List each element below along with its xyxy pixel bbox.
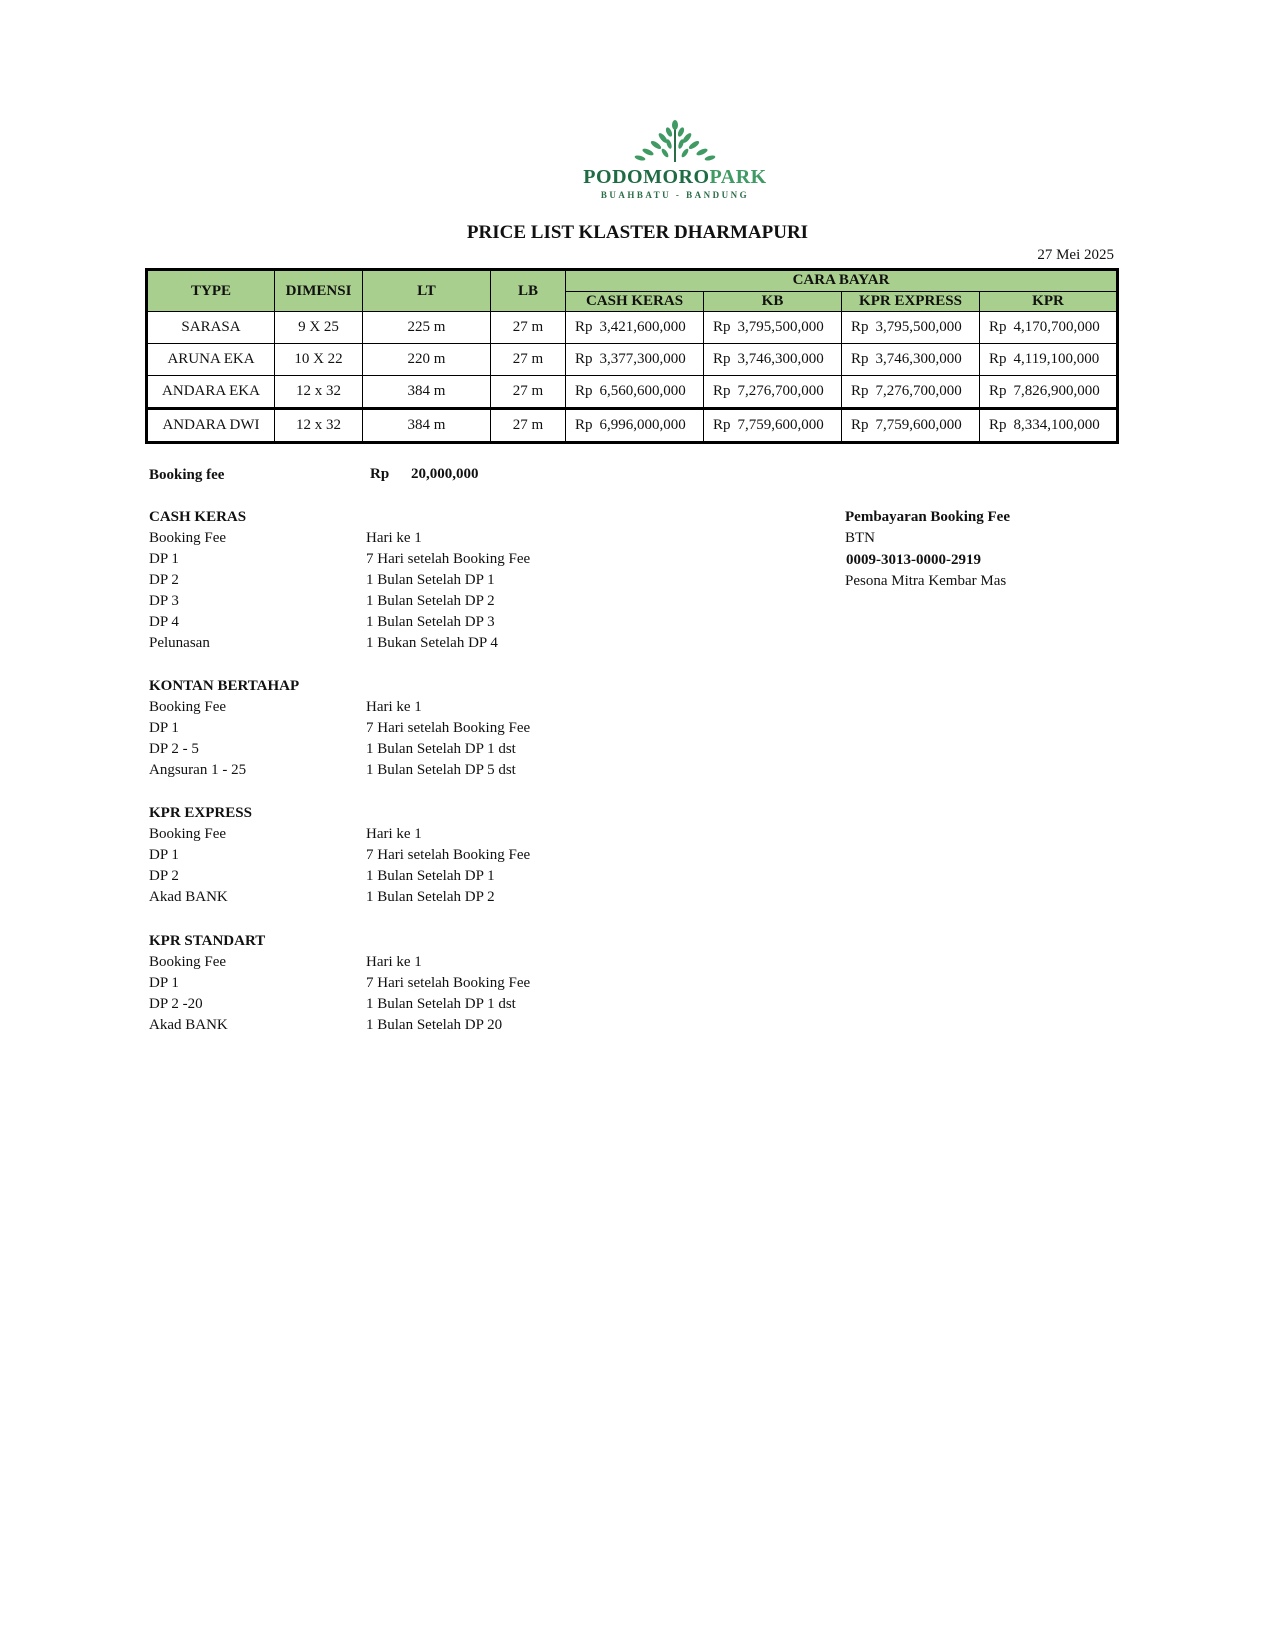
header-dimensi: DIMENSI — [275, 270, 363, 312]
document-title: PRICE LIST KLASTER DHARMAPURI — [466, 222, 809, 243]
logo-brand — [560, 166, 790, 188]
cell-lt: 384 m — [363, 409, 491, 443]
schedule-value: 7 Hari setelah Booking Fee — [366, 551, 531, 567]
currency-label: Rp — [713, 383, 731, 399]
cell-lb: 27 m — [491, 409, 566, 443]
cell-lb: 27 m — [491, 376, 566, 409]
price-value: 3,795,500,000 — [875, 319, 962, 335]
schedule-value: 1 Bulan Setelah DP 3 — [366, 614, 495, 630]
currency-label: Rp — [989, 319, 1007, 335]
booking-fee-amount: 20,000,000 — [411, 466, 479, 482]
header-kb: KB — [704, 291, 842, 312]
cell-cash-keras — [566, 376, 704, 409]
payment-title: Pembayaran Booking Fee — [845, 509, 1010, 525]
currency-label: Rp — [575, 351, 593, 367]
schedule-label: Booking Fee — [149, 954, 227, 970]
currency-label: Rp — [713, 351, 731, 367]
cell-kb — [704, 376, 842, 409]
price-value: 8,334,100,000 — [1013, 417, 1100, 433]
cell-kb — [704, 344, 842, 376]
table-row — [147, 344, 1118, 376]
currency-label: Rp — [713, 319, 731, 335]
schedule-value: 7 Hari setelah Booking Fee — [366, 975, 531, 991]
schedule-label: DP 2 — [149, 572, 179, 588]
cell-type: SARASA — [147, 312, 275, 344]
schedule-value: Hari ke 1 — [366, 826, 422, 842]
cell-kpr — [980, 344, 1118, 376]
price-value: 7,276,700,000 — [737, 383, 824, 399]
cell-type: ARUNA EKA — [147, 344, 275, 376]
table-row — [147, 312, 1118, 344]
currency-label: Rp — [851, 351, 869, 367]
cell-dimensi: 10 X 22 — [275, 344, 363, 376]
schedule-value: Hari ke 1 — [366, 954, 422, 970]
cell-kpr-express — [842, 376, 980, 409]
price-value: 4,119,100,000 — [1013, 351, 1100, 367]
schedule-value: 7 Hari setelah Booking Fee — [366, 847, 531, 863]
header-kpr-express: KPR EXPRESS — [842, 291, 980, 312]
table-row — [147, 409, 1118, 443]
price-value: 3,746,300,000 — [875, 351, 962, 367]
schedule-label: Akad BANK — [149, 889, 228, 905]
cell-kpr-express — [842, 344, 980, 376]
booking-fee-label: Booking fee — [149, 467, 225, 483]
currency-label: Rp — [989, 417, 1007, 433]
section-title-kpr-standart: KPR STANDART — [149, 933, 266, 949]
payment-account-number: 0009-3013-0000-2919 — [846, 552, 981, 568]
header-cash-keras: CASH KERAS — [566, 291, 704, 312]
currency-label: Rp — [989, 351, 1007, 367]
schedule-value: 1 Bulan Setelah DP 5 dst — [366, 762, 516, 778]
cell-lb: 27 m — [491, 344, 566, 376]
cell-kpr-express — [842, 312, 980, 344]
price-value: 3,421,600,000 — [599, 319, 686, 335]
currency-label: Rp — [851, 319, 869, 335]
table-row — [147, 376, 1118, 409]
schedule-value: Hari ke 1 — [366, 699, 422, 715]
cell-lt: 384 m — [363, 376, 491, 409]
cell-kpr-express — [842, 409, 980, 443]
schedule-label: Angsuran 1 - 25 — [149, 762, 247, 778]
currency-label: Rp — [851, 383, 869, 399]
cell-lb: 27 m — [491, 312, 566, 344]
currency-label: Rp — [713, 417, 731, 433]
schedule-value: Hari ke 1 — [366, 530, 422, 546]
price-value: 3,746,300,000 — [737, 351, 824, 367]
price-value: 7,759,600,000 — [737, 417, 824, 433]
schedule-label: DP 1 — [149, 847, 179, 863]
price-value: 6,996,000,000 — [599, 417, 686, 433]
schedule-value: 1 Bulan Setelah DP 2 — [366, 889, 495, 905]
logo-brand-left: PODOMORO — [583, 166, 710, 188]
schedule-label: Akad BANK — [149, 1017, 228, 1033]
cell-cash-keras — [566, 409, 704, 443]
header-lt: LT — [363, 270, 491, 312]
price-table — [145, 268, 1119, 444]
cell-kb — [704, 312, 842, 344]
cell-dimensi: 12 x 32 — [275, 376, 363, 409]
cell-kb — [704, 409, 842, 443]
cell-cash-keras — [566, 312, 704, 344]
price-value: 3,377,300,000 — [599, 351, 686, 367]
section-title-kontan-bertahap: KONTAN BERTAHAP — [149, 678, 300, 694]
cell-kpr — [980, 409, 1118, 443]
header-type: TYPE — [147, 270, 275, 312]
header-lb: LB — [491, 270, 566, 312]
schedule-label: DP 2 - 5 — [149, 741, 199, 757]
schedule-value: 1 Bulan Setelah DP 20 — [366, 1017, 503, 1033]
cell-lt: 225 m — [363, 312, 491, 344]
price-value: 3,795,500,000 — [737, 319, 824, 335]
currency-label: Rp — [989, 383, 1007, 399]
cell-dimensi: 9 X 25 — [275, 312, 363, 344]
header-cara-bayar: CARA BAYAR — [566, 270, 1118, 292]
schedule-value: 1 Bulan Setelah DP 1 — [366, 868, 495, 884]
schedule-label: DP 1 — [149, 720, 179, 736]
schedule-value: 1 Bulan Setelah DP 1 dst — [366, 741, 516, 757]
schedule-label: DP 4 — [149, 614, 179, 630]
document-date: 27 Mei 2025 — [1037, 247, 1114, 263]
cell-kpr — [980, 376, 1118, 409]
schedule-label: Booking Fee — [149, 530, 227, 546]
podomoro-park-logo — [560, 120, 790, 210]
schedule-value: 1 Bukan Setelah DP 4 — [366, 635, 498, 651]
schedule-value: 1 Bulan Setelah DP 1 — [366, 572, 495, 588]
price-value: 4,170,700,000 — [1013, 319, 1100, 335]
cell-cash-keras — [566, 344, 704, 376]
currency-label: Rp — [575, 319, 593, 335]
schedule-value: 7 Hari setelah Booking Fee — [366, 720, 531, 736]
currency-label: Rp — [575, 417, 593, 433]
schedule-label: Booking Fee — [149, 826, 227, 842]
section-title-cash-keras: CASH KERAS — [149, 509, 247, 525]
schedule-label: DP 2 — [149, 868, 179, 884]
price-value: 7,759,600,000 — [875, 417, 962, 433]
currency-label: Rp — [575, 383, 593, 399]
schedule-label: DP 2 -20 — [149, 996, 203, 1012]
logo-brand-right: PARK — [709, 166, 767, 188]
section-title-kpr-express: KPR EXPRESS — [149, 805, 252, 821]
schedule-label: Booking Fee — [149, 699, 227, 715]
header-kpr: KPR — [980, 291, 1118, 312]
schedule-label: Pelunasan — [149, 635, 210, 651]
price-value: 7,276,700,000 — [875, 383, 962, 399]
payment-bank: BTN — [845, 530, 875, 546]
cell-type: ANDARA DWI — [147, 409, 275, 443]
schedule-label: DP 3 — [149, 593, 179, 609]
cell-type: ANDARA EKA — [147, 376, 275, 409]
price-value: 7,826,900,000 — [1013, 383, 1100, 399]
schedule-label: DP 1 — [149, 975, 179, 991]
payment-account-holder: Pesona Mitra Kembar Mas — [845, 573, 1007, 589]
cell-kpr — [980, 312, 1118, 344]
price-value: 6,560,600,000 — [599, 383, 686, 399]
cell-dimensi: 12 x 32 — [275, 409, 363, 443]
schedule-value: 1 Bulan Setelah DP 2 — [366, 593, 495, 609]
cell-lt: 220 m — [363, 344, 491, 376]
logo-subtitle: BUAHBATU - BANDUNG — [600, 190, 750, 200]
schedule-label: DP 1 — [149, 551, 179, 567]
booking-fee-currency: Rp — [370, 466, 390, 482]
tree-leaves-icon — [627, 120, 723, 164]
schedule-value: 1 Bulan Setelah DP 1 dst — [366, 996, 516, 1012]
currency-label: Rp — [851, 417, 869, 433]
